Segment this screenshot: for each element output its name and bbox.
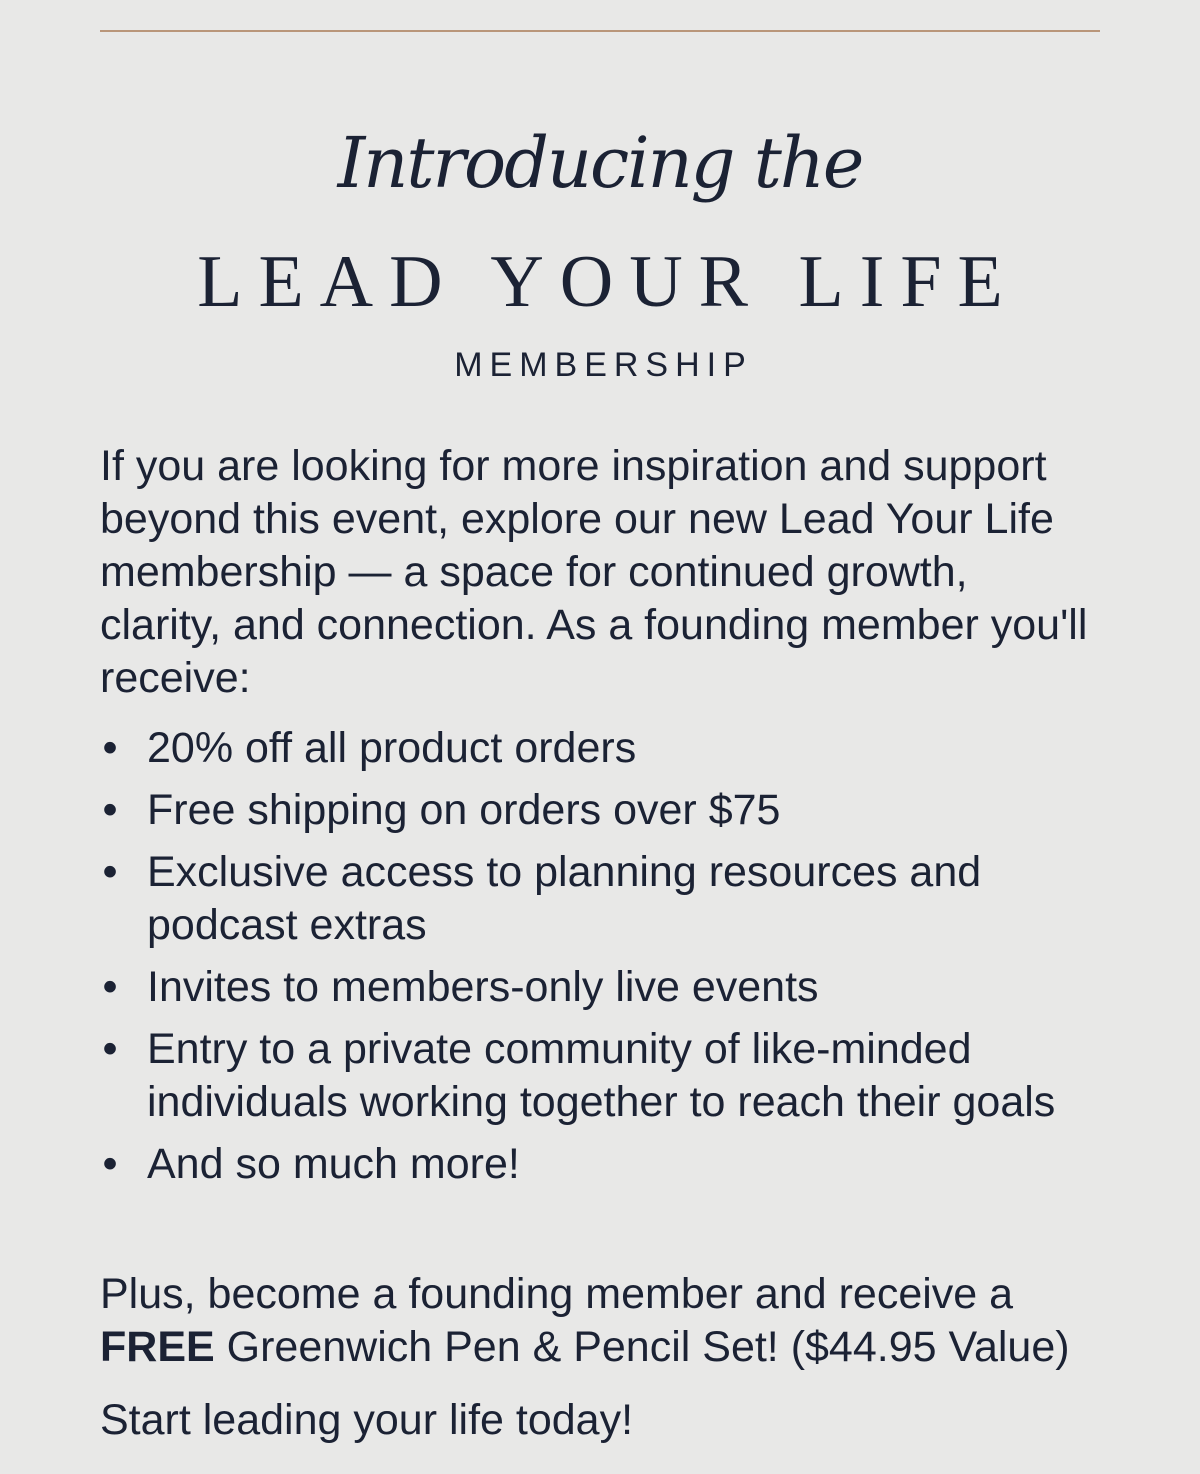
offer-free-emphasis: FREE [100, 1323, 215, 1371]
benefit-text: Exclusive access to planning resources and podcast extras [147, 848, 982, 949]
benefit-text: 20% off all product orders [147, 724, 637, 772]
benefit-item [100, 722, 1100, 775]
bullet-icon: • [102, 1140, 118, 1188]
offer-text-after: Greenwich Pen & Pencil Set! ($44.95 Value) [214, 1323, 1070, 1371]
benefit-item [100, 1023, 1077, 1129]
bullet-icon: • [102, 1025, 118, 1073]
offer-text-before: Plus, become a founding member and receive a [100, 1270, 1014, 1318]
benefit-text: Free shipping on orders over $75 [147, 786, 781, 834]
benefit-item [100, 784, 1100, 837]
benefits-list [100, 722, 1100, 1200]
intro-heading: Introducing the [337, 122, 863, 204]
benefit-item [100, 846, 1007, 952]
brand-heading: LEAD YOUR LIFE [197, 241, 1019, 323]
membership-subtitle: MEMBERSHIP [454, 346, 753, 384]
benefit-item [100, 961, 1100, 1014]
benefit-text: And so much more! [147, 1140, 520, 1188]
benefit-item [100, 1138, 1100, 1191]
benefit-text: Invites to members-only live events [147, 963, 819, 1011]
closing-line: Start leading your life today! [100, 1396, 634, 1444]
offer-paragraph [100, 1268, 1100, 1374]
bullet-icon: • [102, 724, 118, 772]
benefit-text: Entry to a private community of like-minded individuals working together to reach their goals [147, 1025, 1056, 1126]
bullet-icon: • [102, 848, 118, 896]
top-divider [100, 30, 1100, 32]
bullet-icon: • [102, 786, 118, 834]
lead-paragraph: If you are looking for more inspiration and support beyond this event, explore our new Lead Your Life membership — a space for continued growth, clarity, and connection. As a founding member you'll receive: [100, 442, 1088, 702]
bullet-icon: • [102, 963, 118, 1011]
